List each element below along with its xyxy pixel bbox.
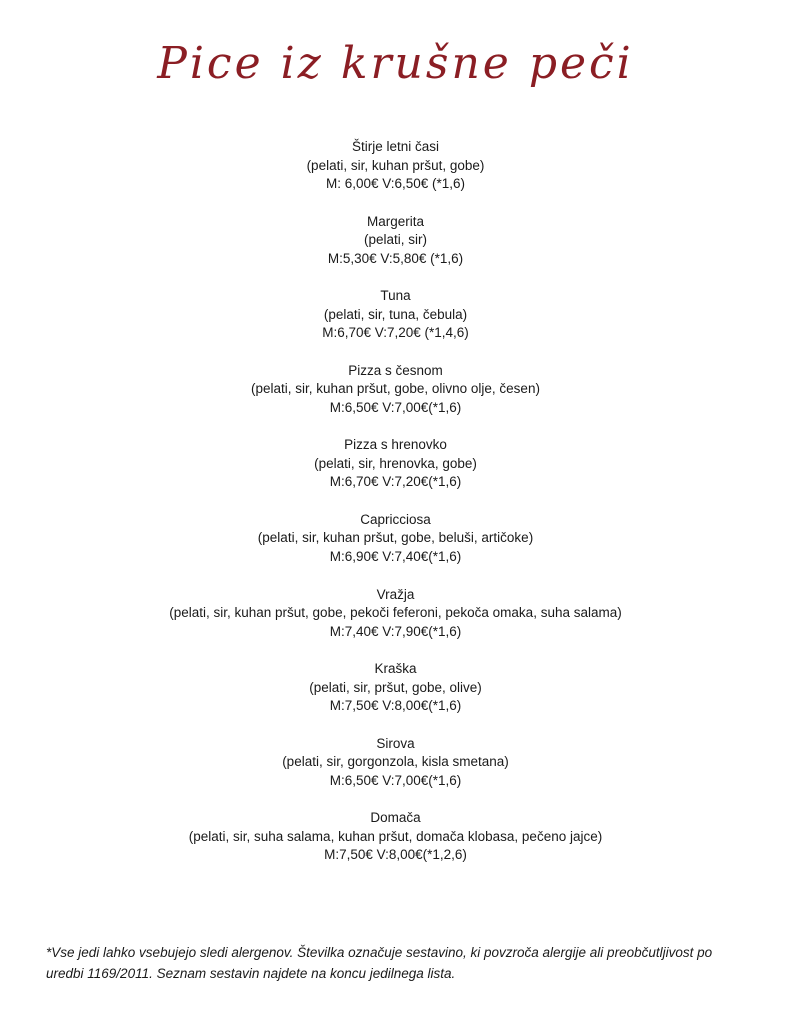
allergen-footnote: [46, 942, 766, 984]
item-price: M:6,50€ V:7,00€(*1,6): [329, 399, 462, 415]
menu-item: [0, 287, 791, 362]
item-price: M:5,30€ V:5,80€ (*1,6): [327, 250, 464, 266]
item-name: Margerita: [366, 213, 425, 229]
item-ingredients: (pelati, sir, hrenovka, gobe): [314, 455, 477, 471]
menu-item: [0, 511, 791, 586]
menu-item: [0, 436, 791, 511]
item-name: Sirova: [376, 735, 415, 751]
item-price: M:6,70€ V:7,20€ (*1,4,6): [322, 325, 469, 341]
item-ingredients: (pelati, sir, kuhan pršut, gobe): [306, 157, 485, 173]
item-ingredients: (pelati, sir, suha salama, kuhan pršut, domača klobasa, pečeno jajce): [188, 828, 603, 844]
item-price: M:6,50€ V:7,00€(*1,6): [329, 772, 462, 788]
footnote-line: *Vse jedi lahko vsebujejo sledi alergenov. Številka označuje sestavino, ki povzroča alergije ali preobčutljivost po: [46, 945, 713, 960]
menu-item: [0, 809, 791, 884]
item-name: Kraška: [374, 661, 417, 677]
item-name: Pizza s česnom: [348, 362, 443, 378]
pizza-menu-list: [0, 138, 791, 884]
menu-item: [0, 213, 791, 288]
item-price: M:7,50€ V:8,00€(*1,6): [329, 698, 462, 714]
footnote-line: uredbi 1169/2011. Seznam sestavin najdete na koncu jedilnega lista.: [46, 966, 456, 981]
item-ingredients: (pelati, sir): [363, 232, 427, 248]
item-ingredients: (pelati, sir, kuhan pršut, gobe, olivno olje, česen): [251, 381, 540, 397]
menu-item: [0, 735, 791, 810]
item-name: Tuna: [380, 288, 411, 304]
item-price: M: 6,00€ V:6,50€ (*1,6): [325, 176, 466, 191]
item-name: Domača: [370, 810, 421, 826]
item-price: M:6,70€ V:7,20€(*1,6): [329, 474, 462, 490]
menu-item: [0, 660, 791, 735]
page-title: Pice iz krušne peči: [157, 38, 634, 89]
item-price: M:7,50€ V:8,00€(*1,2,6): [324, 847, 467, 863]
menu-item: [0, 586, 791, 661]
item-ingredients: (pelati, sir, tuna, čebula): [323, 306, 468, 322]
item-name: Štirje letni časi: [351, 139, 440, 154]
item-price: M:6,90€ V:7,40€(*1,6): [329, 548, 462, 564]
item-name: Vražja: [376, 586, 415, 602]
item-name: Capricciosa: [360, 511, 431, 527]
item-name: Pizza s hrenovko: [344, 437, 447, 453]
menu-item: [0, 138, 791, 213]
item-ingredients: (pelati, sir, pršut, gobe, olive): [309, 679, 482, 695]
item-ingredients: (pelati, sir, gorgonzola, kisla smetana): [282, 754, 509, 770]
item-ingredients: (pelati, sir, kuhan pršut, gobe, beluši, artičoke): [257, 530, 534, 546]
item-ingredients: (pelati, sir, kuhan pršut, gobe, pekoči feferoni, pekoča omaka, suha salama): [169, 605, 622, 621]
item-price: M:7,40€ V:7,90€(*1,6): [329, 623, 462, 639]
menu-item: [0, 362, 791, 437]
